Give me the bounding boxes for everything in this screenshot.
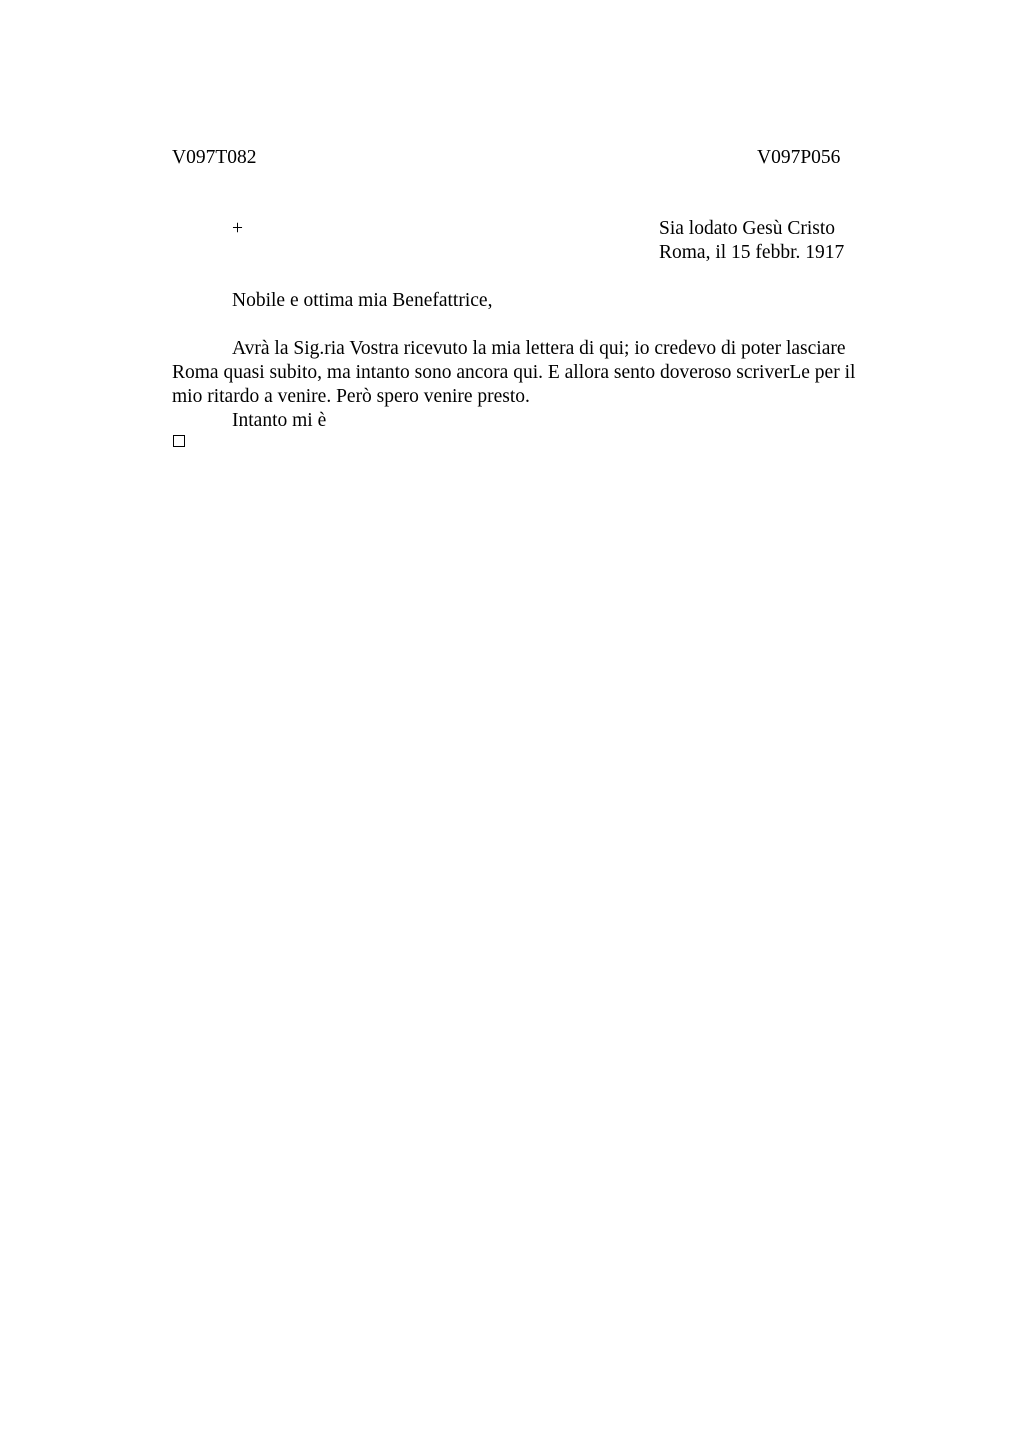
greeting: Nobile e ottima mia Benefattrice,	[232, 290, 493, 311]
body-line: Roma quasi subito, ma intanto sono ancora qui. E allora sento doveroso scriverLe per il	[172, 362, 856, 383]
document-code-left: V097T082	[172, 147, 257, 168]
place-date: Roma, il 15 febbr. 1917	[659, 242, 845, 263]
body-line: Avrà la Sig.ria Vostra ricevuto la mia lettera di qui; io credevo di poter lasciare	[232, 338, 846, 359]
invocation: Sia lodato Gesù Cristo	[659, 218, 836, 239]
body-line: mio ritardo a venire. Però spero venire presto.	[172, 386, 530, 407]
cross-symbol: +	[232, 218, 243, 239]
checkbox-icon	[173, 435, 185, 447]
document-code-right: V097P056	[757, 147, 841, 168]
letter-heading	[659, 217, 844, 265]
letter-body	[172, 337, 912, 433]
body-line: Intanto mi è	[232, 410, 327, 431]
